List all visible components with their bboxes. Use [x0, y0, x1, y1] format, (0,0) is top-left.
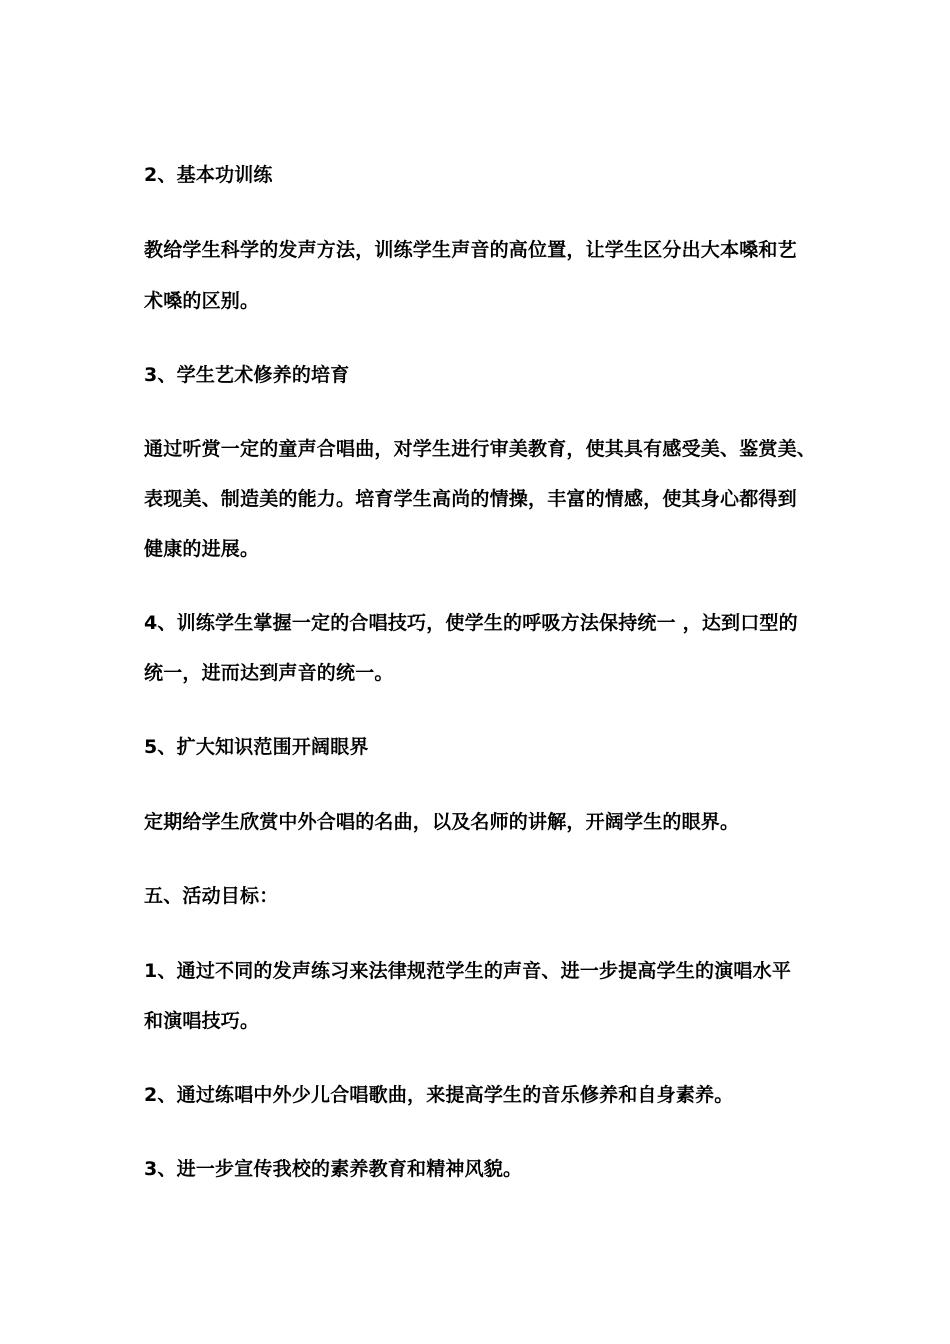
heading-broaden-horizons: 5、扩大知识范围开阔眼界 — [144, 736, 369, 758]
paragraph-line: 术嗓的区别。 — [144, 290, 260, 312]
paragraph-line: 1、通过不同的发声练习来法律规范学生的声音、进一步提高学生的演唱水平 — [144, 960, 792, 982]
heading-basic-training: 2、基本功训练 — [144, 164, 273, 186]
paragraph-line: 3、进一步宣传我校的素养教育和精神风貌。 — [144, 1158, 523, 1180]
paragraph-line: 2、通过练唱中外少儿合唱歌曲，来提高学生的音乐修养和自身素养。 — [144, 1084, 734, 1106]
paragraph-line: 定期给学生欣赏中外合唱的名曲，以及名师的讲解，开阔学生的眼界。 — [144, 811, 740, 833]
paragraph-line: 通过听赏一定的童声合唱曲，对学生进行审美教育，使其具有感受美、鉴赏美、 — [144, 438, 817, 460]
paragraph-line: 健康的进展。 — [144, 538, 260, 560]
paragraph-line: 4、训练学生掌握一定的合唱技巧，使学生的呼吸方法保持统一 ，达到口型的 — [144, 612, 798, 634]
paragraph-line: 表现美、制造美的能力。培育学生高尚的情操，丰富的情感，使其身心都得到 — [144, 488, 797, 510]
paragraph-line: 统一，进而达到声音的统一。 — [144, 662, 394, 684]
heading-activity-goals: 五、活动目标： — [144, 885, 279, 907]
heading-art-cultivation: 3、学生艺术修养的培育 — [144, 364, 350, 386]
paragraph-line: 和演唱技巧。 — [144, 1010, 260, 1032]
paragraph-line: 教给学生科学的发声方法，训练学生声音的高位置，让学生区分出大本嗓和艺 — [144, 239, 797, 261]
